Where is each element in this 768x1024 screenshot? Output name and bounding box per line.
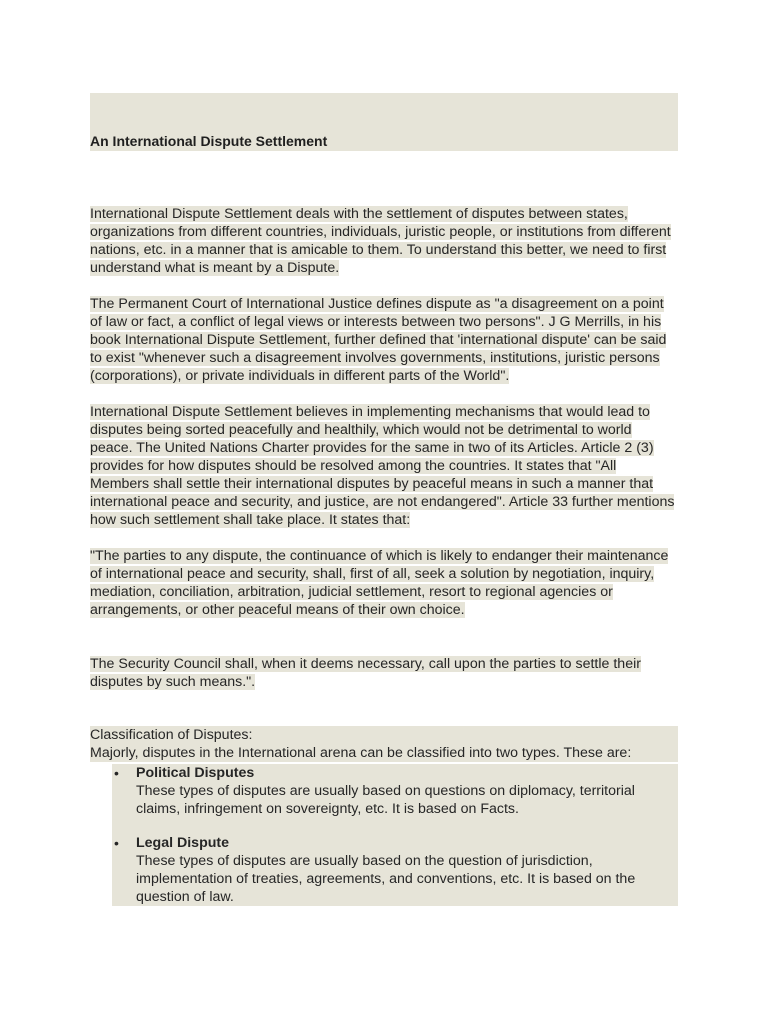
bullet-icon: • (114, 835, 119, 851)
paragraph-article-quote-text: "The parties to any dispute, the continuance of which is likely to endanger their maintenance of international peace and security, shall, first of all, seek a solution by negotiation, inquiry, mediation, conciliation, arbitration, judicial settlement, resort to regional agencies or arrangements, or other peaceful means of their own choice. (90, 548, 669, 618)
title-band (90, 93, 678, 151)
paragraph-security-council (90, 655, 678, 691)
paragraph-mechanisms (90, 403, 678, 529)
list-item-description: These types of disputes are usually based on the question of jurisdiction, implementation of treaties, agreements, and conventions, etc. It is based on the question of law. (136, 853, 636, 905)
list-item (112, 764, 678, 818)
paragraph-mechanisms-text: International Dispute Settlement believes in implementing mechanisms that would lead to disputes being sorted peacefully and healthily, which would not be detrimental to world peace. The United Nations Charter provides for the same in two of its Articles. Article 2 (3) provides for how disputes should be resolved among the countries. It states that "All Members shall settle their international disputes by peaceful means in such a manner that international peace and security, and justice, are not endangered". Article 33 further mentions how such settlement shall take place. It states that: (90, 404, 675, 528)
bullet-icon: • (114, 765, 119, 781)
classification-intro: Majorly, disputes in the International arena can be classified into two types. These are: (90, 744, 678, 762)
paragraph-security-council-text: The Security Council shall, when it deems necessary, call upon the parties to settle their disputes by such means.". (90, 656, 641, 690)
paragraph-definition-text: The Permanent Court of International Justice defines dispute as "a disagreement on a point of law or fact, a conflict of legal views or interests between two persons". J G Merrills, in his book International Dispute Settlement, further defined that 'international dispute' can be said to exist "whenever such a disagreement involves governments, institutions, juristic persons (corporations), or private individuals in different parts of the World". (90, 296, 667, 384)
paragraph-article-quote (90, 547, 678, 619)
dispute-types-list (112, 764, 678, 906)
document-title: An International Dispute Settlement (90, 133, 328, 149)
list-item-title: Political Disputes (136, 765, 255, 781)
document-body (90, 205, 678, 906)
paragraph-intro-text: International Dispute Settlement deals with the settlement of disputes between states, organizations from different countries, individuals, juristic people, or institutions from different nations, etc. in a manner that is amicable to them. To understand this better, we need to first understand what is meant by a Dispute. (90, 206, 671, 276)
list-item (112, 818, 678, 906)
document-page (90, 93, 678, 906)
classification-heading: Classification of Disputes: (90, 726, 678, 744)
list-item-description: These types of disputes are usually based on questions on diplomacy, territorial claims, infringement on sovereignty, etc. It is based on Facts. (136, 783, 635, 817)
paragraph-definition (90, 295, 678, 385)
list-item-title: Legal Dispute (136, 835, 230, 851)
classification-section (90, 726, 678, 906)
paragraph-intro (90, 205, 678, 277)
